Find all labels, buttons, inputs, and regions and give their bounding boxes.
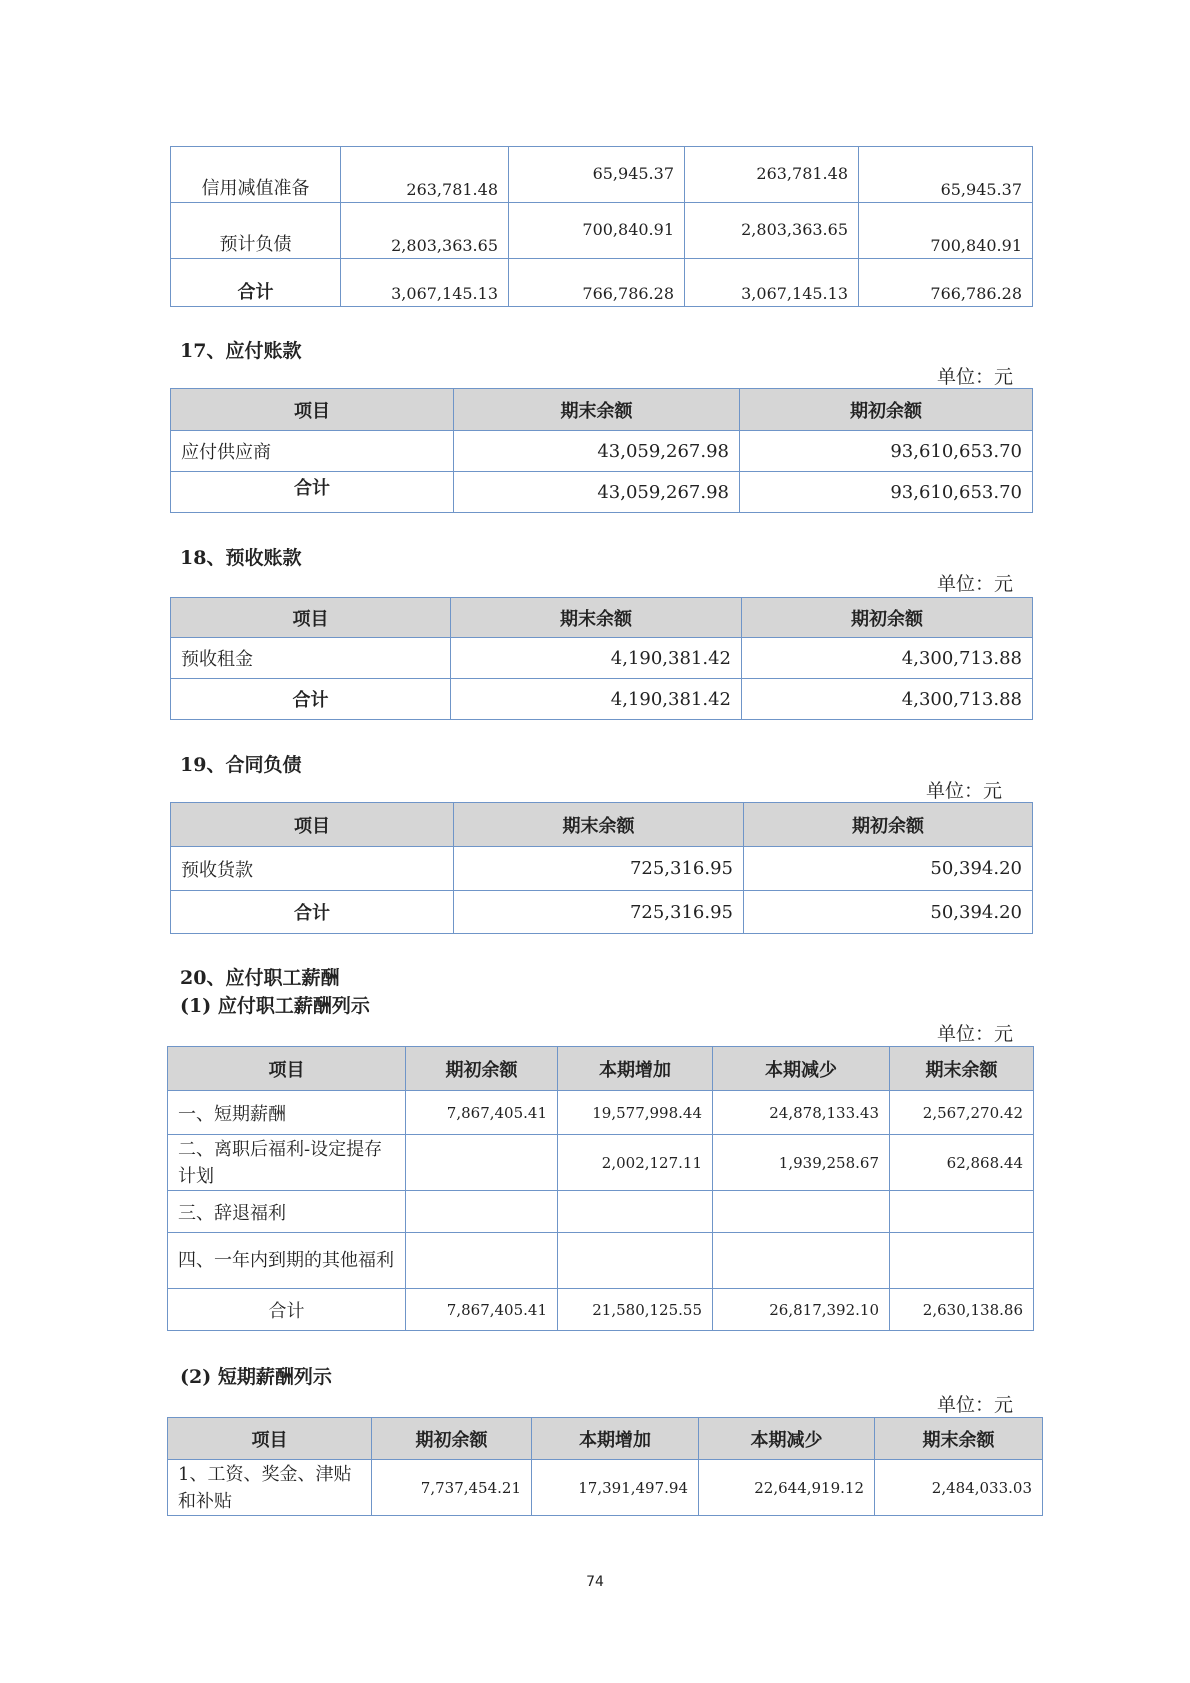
- col-header: 期末余额: [454, 389, 740, 431]
- col-header: 期初余额: [742, 598, 1033, 638]
- col-header: 本期增加: [558, 1047, 713, 1091]
- table-row: [168, 1191, 1034, 1233]
- row-label: 预计负债: [171, 203, 341, 259]
- section-19-title: 19、合同负债: [180, 754, 302, 776]
- subsection-1-title: (1) 应付职工薪酬列示: [180, 995, 370, 1017]
- table-row: [168, 1460, 1043, 1516]
- table-row: [168, 1233, 1034, 1289]
- col-header: 项目: [168, 1047, 406, 1091]
- table-row: [171, 259, 1033, 307]
- col-header: 本期减少: [713, 1047, 890, 1091]
- cell: [558, 1191, 713, 1233]
- col-header: 期初余额: [406, 1047, 558, 1091]
- row-label: 预收货款: [171, 847, 454, 891]
- table-header-row: [171, 598, 1033, 638]
- row-label: 二、离职后福利-设定提存计划: [168, 1135, 406, 1191]
- cell: [406, 1135, 558, 1191]
- table-row: [168, 1091, 1034, 1135]
- section-18-title: 18、预收账款: [180, 547, 302, 569]
- total-label: 合计: [171, 472, 454, 513]
- table-row: [171, 147, 1033, 203]
- cell: 766,786.28: [859, 259, 1033, 307]
- row-label: 信用减值准备: [171, 147, 341, 203]
- cell: 2,630,138.86: [890, 1289, 1034, 1331]
- row-label: 预收租金: [171, 638, 451, 679]
- col-header: 本期增加: [532, 1418, 699, 1460]
- col-header: 期初余额: [372, 1418, 532, 1460]
- cell: 50,394.20: [744, 891, 1033, 934]
- col-header: 本期减少: [699, 1418, 875, 1460]
- cell: 19,577,998.44: [558, 1091, 713, 1135]
- table-row: [168, 1289, 1034, 1331]
- unit-label: 单位：元: [937, 1394, 1014, 1416]
- table-row: [171, 638, 1033, 679]
- cell: 263,781.48: [341, 147, 509, 203]
- cell: 65,945.37: [509, 147, 685, 203]
- cell: 725,316.95: [454, 891, 744, 934]
- table-row: [171, 847, 1033, 891]
- cell: 3,067,145.13: [341, 259, 509, 307]
- unit-label: 单位：元: [926, 780, 1003, 802]
- cell: [890, 1233, 1034, 1289]
- cell: [713, 1233, 890, 1289]
- cell: 7,867,405.41: [406, 1289, 558, 1331]
- row-label: 1、工资、奖金、津贴和补贴: [168, 1460, 372, 1516]
- table-row: [171, 203, 1033, 259]
- cell: 93,610,653.70: [740, 431, 1033, 472]
- row-label: 四、一年内到期的其他福利: [168, 1233, 406, 1289]
- col-header: 项目: [171, 803, 454, 847]
- col-header: 期末余额: [890, 1047, 1034, 1091]
- cell: 4,190,381.42: [451, 679, 742, 720]
- unit-label: 单位：元: [937, 1023, 1014, 1045]
- cell: [890, 1191, 1034, 1233]
- cell: 62,868.44: [890, 1135, 1034, 1191]
- col-header: 期末余额: [875, 1418, 1043, 1460]
- col-header: 期初余额: [740, 389, 1033, 431]
- cell: 4,300,713.88: [742, 638, 1033, 679]
- cell: [713, 1191, 890, 1233]
- cell: 2,803,363.65: [341, 203, 509, 259]
- total-label: 合计: [171, 891, 454, 934]
- cell: 7,867,405.41: [406, 1091, 558, 1135]
- total-label: 合计: [168, 1289, 406, 1331]
- table-row: [171, 891, 1033, 934]
- cell: [406, 1191, 558, 1233]
- table-header-row: [171, 389, 1033, 431]
- cell: 700,840.91: [509, 203, 685, 259]
- deferred-tax-table: [170, 146, 1033, 307]
- cell: 4,300,713.88: [742, 679, 1033, 720]
- cell: 17,391,497.94: [532, 1460, 699, 1516]
- subsection-2-title: (2) 短期薪酬列示: [180, 1366, 332, 1388]
- contract-liabilities-table: [170, 802, 1033, 934]
- col-header: 期初余额: [744, 803, 1033, 847]
- cell: 93,610,653.70: [740, 472, 1033, 513]
- unit-label: 单位：元: [937, 366, 1014, 388]
- col-header: 期末余额: [451, 598, 742, 638]
- table-header-row: [171, 803, 1033, 847]
- table-header-row: [168, 1047, 1034, 1091]
- cell: 43,059,267.98: [454, 431, 740, 472]
- row-label: 三、辞退福利: [168, 1191, 406, 1233]
- cell: 700,840.91: [859, 203, 1033, 259]
- table-row: [171, 679, 1033, 720]
- accounts-payable-table: [170, 388, 1033, 513]
- total-label: 合计: [171, 679, 451, 720]
- row-label: 应付供应商: [171, 431, 454, 472]
- table-row: [171, 431, 1033, 472]
- col-header: 期末余额: [454, 803, 744, 847]
- col-header: 项目: [171, 598, 451, 638]
- table-header-row: [168, 1418, 1043, 1460]
- col-header: 项目: [168, 1418, 372, 1460]
- table-row: [171, 472, 1033, 513]
- cell: 7,737,454.21: [372, 1460, 532, 1516]
- cell: 50,394.20: [744, 847, 1033, 891]
- unit-label: 单位：元: [937, 573, 1014, 595]
- col-header: 项目: [171, 389, 454, 431]
- row-label: 一、短期薪酬: [168, 1091, 406, 1135]
- table-row: [168, 1135, 1034, 1191]
- cell: 65,945.37: [859, 147, 1033, 203]
- cell: [558, 1233, 713, 1289]
- short-term-compensation-table: [167, 1417, 1043, 1516]
- advance-receipts-table: [170, 597, 1033, 720]
- total-label: 合计: [171, 259, 341, 307]
- cell: 2,002,127.11: [558, 1135, 713, 1191]
- cell: 766,786.28: [509, 259, 685, 307]
- cell: 263,781.48: [685, 147, 859, 203]
- cell: 2,567,270.42: [890, 1091, 1034, 1135]
- cell: 4,190,381.42: [451, 638, 742, 679]
- cell: 24,878,133.43: [713, 1091, 890, 1135]
- employee-compensation-table: [167, 1046, 1034, 1331]
- cell: 2,803,363.65: [685, 203, 859, 259]
- cell: 22,644,919.12: [699, 1460, 875, 1516]
- cell: 43,059,267.98: [454, 472, 740, 513]
- section-20-title: 20、应付职工薪酬: [180, 967, 340, 989]
- cell: 21,580,125.55: [558, 1289, 713, 1331]
- cell: 26,817,392.10: [713, 1289, 890, 1331]
- cell: [406, 1233, 558, 1289]
- cell: 1,939,258.67: [713, 1135, 890, 1191]
- page-number: 74: [586, 1574, 604, 1590]
- cell: 2,484,033.03: [875, 1460, 1043, 1516]
- section-17-title: 17、应付账款: [180, 340, 302, 362]
- cell: 725,316.95: [454, 847, 744, 891]
- cell: 3,067,145.13: [685, 259, 859, 307]
